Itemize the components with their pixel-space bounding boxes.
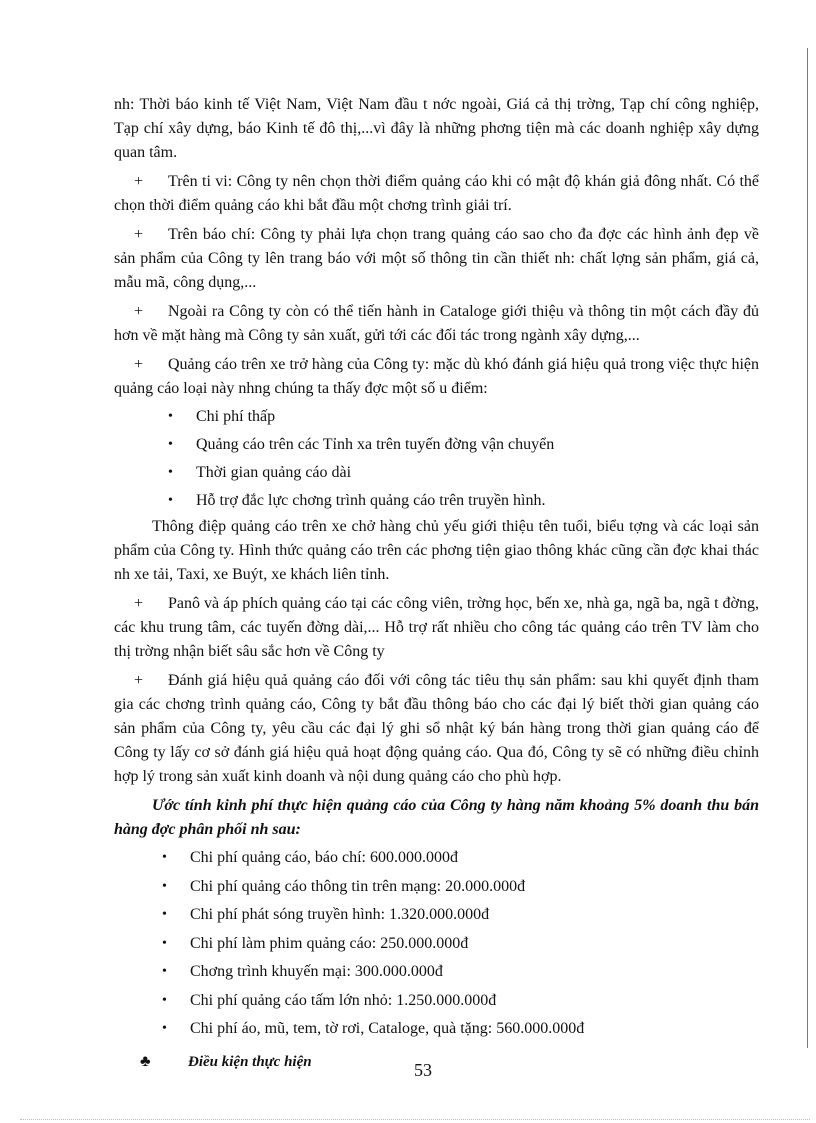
plus-item-text: Ngoài ra Công ty còn có thể tiến hành in Cataloge giới thiệu và thông tin một cách đầy đủ hơn về mặt hàng mà Công ty sản xuất, gửi tới các đối tác trong ngành xây dựng,... — [114, 303, 759, 344]
bullet-icon: • — [168, 437, 173, 452]
plus-item-text: Quảng cáo trên xe trở hàng của Công ty: mặc dù khó đánh giá hiệu quả trong việc thực hiện quảng cáo loại này nhng chúng ta thấy đợc một số u điểm: — [114, 356, 759, 397]
advantages-list — [114, 403, 759, 515]
plus-icon: + — [134, 303, 144, 320]
plus-icon: + — [134, 595, 144, 612]
bullet-icon: • — [168, 409, 173, 424]
plus-item-newspaper — [114, 223, 759, 295]
plus-icon: + — [134, 226, 144, 243]
list-item: • Chi phí quảng cáo thông tin trên mạng: 20.000.000đ — [114, 873, 759, 902]
cost-list — [114, 844, 759, 1044]
list-item: • Chi phí làm phim quảng cáo: 250.000.000đ — [114, 930, 759, 959]
budget-estimate: Ước tính kinh phí thực hiện quảng cáo của Công ty hàng năm khoảng 5% doanh thu bán hàng đợc phân phối nh sau: — [114, 797, 759, 838]
plus-item-cataloge — [114, 300, 759, 348]
message-paragraph: Thông điệp quảng cáo trên xe chở hàng chủ yếu giới thiệu tên tuổi, biểu tợng và các loại sản phẩm của Công ty. Hình thức quảng cáo trên các phơng tiện giao thông khác cũng cần đợc khai thác nh xe tải, Taxi, xe Buýt, xe khách liên tỉnh. — [114, 518, 759, 583]
bullet-icon: • — [162, 907, 167, 922]
plus-item-text: Panô và áp phích quảng cáo tại các công viên, trờng học, bến xe, nhà ga, ngã ba, ngã t đờng, các khu trung tâm, các tuyến đờng dài,... Hỗ trợ rất nhiều cho công tác quảng cáo trên TV làm cho thị trờng nhận biết sâu sắc hơn về Công ty — [114, 595, 759, 660]
bullet-icon: • — [168, 493, 173, 508]
bullet-icon: • — [162, 1021, 167, 1036]
intro-paragraph: nh: Thời báo kinh tế Việt Nam, Việt Nam đầu t nớc ngoài, Giá cả thị trờng, Tạp chí công nghiệp, Tạp chí xây dựng, báo Kinh tế đô thị,...vì đây là những phơng tiện mà các doanh nghiệp xây dựng quan tâm. — [114, 96, 759, 161]
list-item: • Hỗ trợ đắc lực chơng trình quảng cáo trên truyền hình. — [114, 487, 759, 515]
list-item: • Thời gian quảng cáo dài — [114, 459, 759, 487]
list-item: • Chơng trình khuyến mại: 300.000.000đ — [114, 958, 759, 987]
plus-item-billboard — [114, 592, 759, 664]
page-content — [114, 93, 759, 1076]
bullet-icon: • — [168, 465, 173, 480]
bullet-icon: • — [162, 992, 167, 1008]
page-number: 53 — [414, 1060, 432, 1080]
list-item: • Chi phí thấp — [114, 403, 759, 431]
plus-item-text: Trên ti vi: Công ty nên chọn thời điểm quảng cáo khi có mật độ khán giả đông nhất. Có thể chọn thời điểm quảng cáo khi bắt đầu một chơng trình giải trí. — [114, 173, 759, 214]
bullet-icon: • — [162, 935, 167, 951]
plus-icon: + — [134, 356, 144, 373]
bullet-icon: • — [162, 878, 167, 894]
section-heading-text: Điều kiện thực hiện — [188, 1053, 312, 1070]
page-border-right — [807, 48, 808, 1048]
list-item: • Chi phí quảng cáo tấm lớn nhỏ: 1.250.000.000đ — [114, 987, 759, 1016]
plus-item-truck-ads — [114, 353, 759, 401]
plus-item-text: Trên báo chí: Công ty phải lựa chọn trang quảng cáo sao cho đa đợc các hình ảnh đẹp về sản phẩm của Công ty lên trang báo với một số thông tin cần thiết nh: chất lợng sản phẩm, giá cả, mẫu mã, công dụng,... — [114, 226, 759, 291]
bullet-icon: • — [162, 850, 167, 865]
plus-icon: + — [134, 672, 144, 689]
plus-item-evaluation — [114, 669, 759, 789]
list-item: • Quảng cáo trên các Tỉnh xa trên tuyến đờng vận chuyển — [114, 431, 759, 459]
list-item: • Chi phí quảng cáo, báo chí: 600.000.000đ — [114, 844, 759, 873]
plus-icon: + — [134, 173, 144, 190]
list-item: • Chi phí áo, mũ, tem, tờ rơi, Cataloge, quà tặng: 560.000.000đ — [114, 1015, 759, 1044]
page-border-bottom — [20, 1119, 810, 1120]
plus-item-tv — [114, 170, 759, 218]
list-item: • Chi phí phát sóng truyền hình: 1.320.000.000đ — [114, 901, 759, 930]
club-icon: ♣ — [140, 1052, 151, 1070]
plus-item-text: Đánh giá hiệu quả quảng cáo đối với công tác tiêu thụ sản phẩm: sau khi quyết định tham gia các chơng trình quảng cáo, Công ty bắt đầu thông báo cho các đại lý biết thời gian quảng cáo sản phẩm của Công ty, yêu cầu các đại lý ghi sổ nhật ký bán hàng trong thời gian quảng cáo để Công ty lấy cơ sở đánh giá hiệu quả hoạt động quảng cáo. Qua đó, Công ty sẽ có những điều chỉnh hợp lý trong sản xuất kinh doanh và nội dung quảng cáo cho phù hợp. — [114, 672, 759, 785]
bullet-icon: • — [162, 964, 167, 979]
